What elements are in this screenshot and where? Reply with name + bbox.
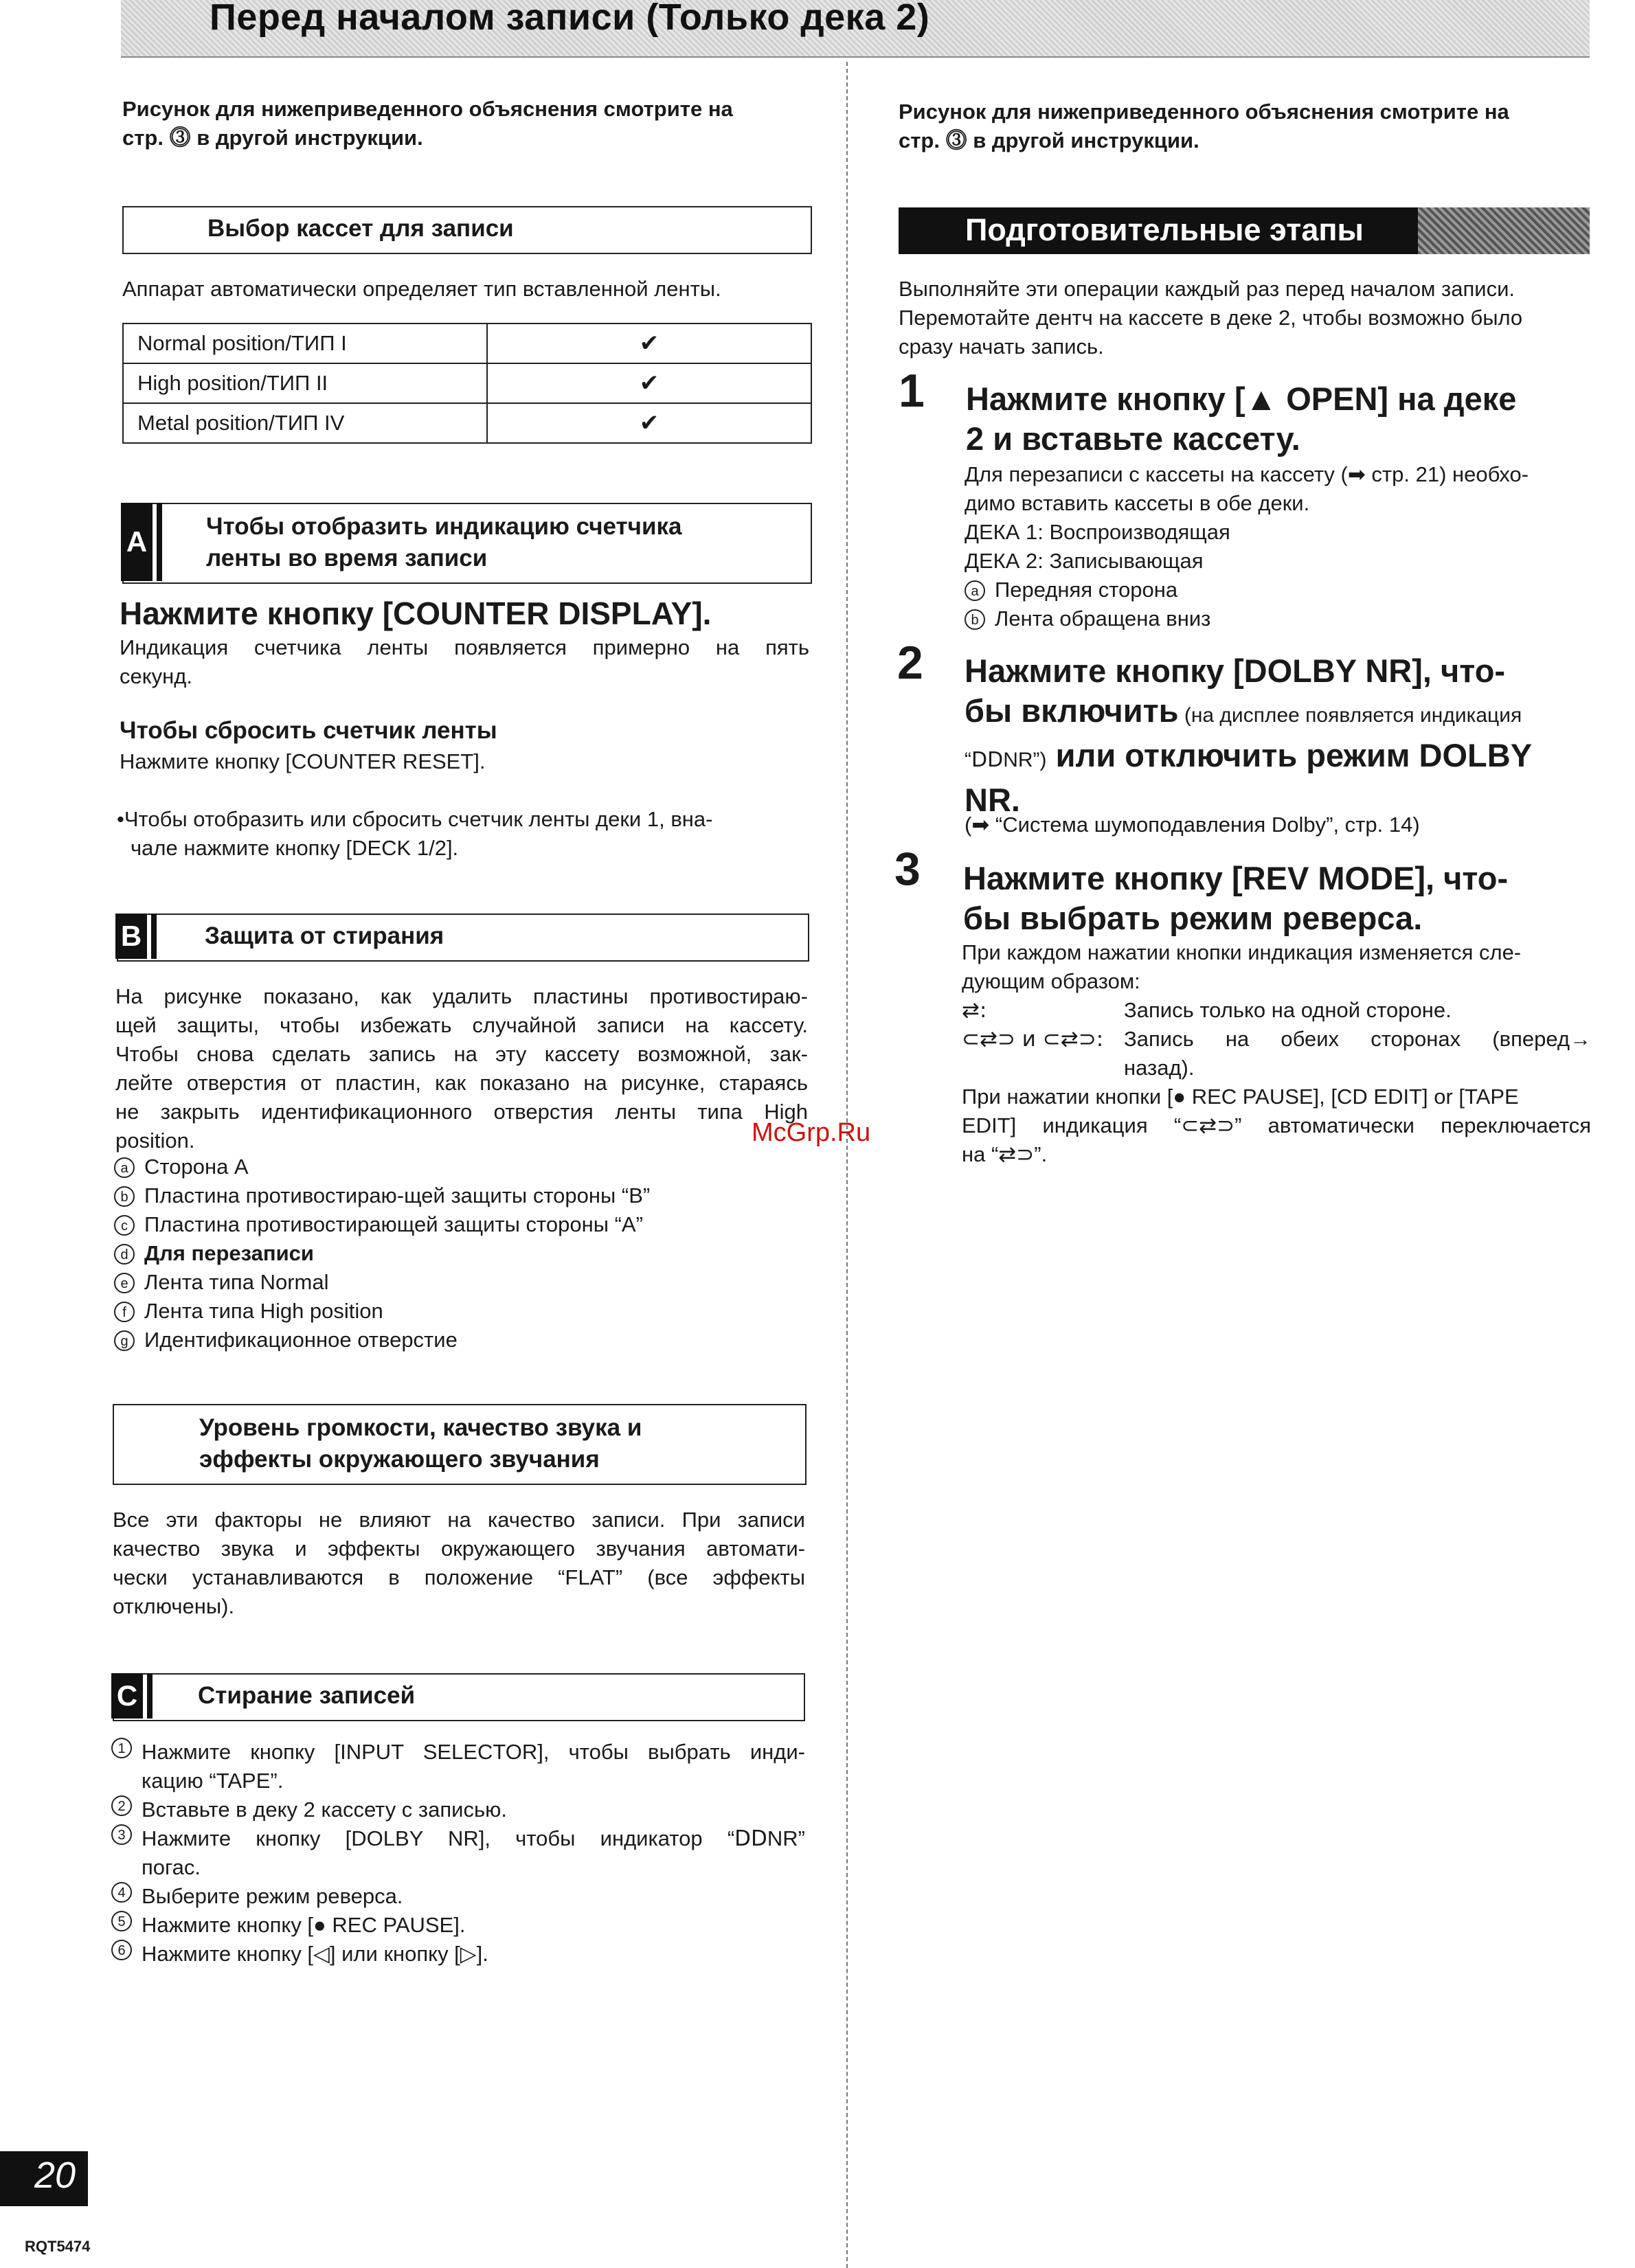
- deck1-note-1: •Чтобы отобразить или сбросить счетчик ленты деки 1, вна-: [117, 807, 713, 831]
- tape-type-cell: High position/ТИП II: [123, 363, 487, 403]
- list-item: ⇄: Запись только на одной стороне.: [962, 996, 1591, 1025]
- prep-title: Подготовительные этапы: [965, 212, 1364, 247]
- para-line: Для перезаписи с кассеты на кассету (➡ стр. 21) необхо-: [965, 462, 1529, 486]
- list-item: 2 Вставьте в деку 2 кассету с записью.: [111, 1795, 805, 1824]
- step-number: 5: [111, 1911, 132, 1931]
- list-item: g Идентификационное отверстие: [114, 1326, 650, 1354]
- step-2-heading: Нажмите кнопку [DOLBY NR], что- бы включить (на дисплее появляется индикация “ⅮⅮNR”) или отключить режим DOLBY NR.: [965, 653, 1533, 818]
- para-line: димо вставить кассеты в обе деки.: [965, 491, 1310, 515]
- volume-paragraph: [113, 1506, 805, 1621]
- marker-b: b: [114, 1186, 135, 1207]
- section-a-desc-1: Индикация счетчика ленты появляется примерно на пять: [120, 635, 809, 659]
- step-number: 2: [111, 1795, 132, 1816]
- section-b-paragraph: [115, 982, 808, 1155]
- both-sides-icon: ⊂⇄⊃ и ⊂⇄⊃:: [962, 1027, 1104, 1052]
- volume-section-header: [113, 1404, 807, 1485]
- marker-f: f: [114, 1302, 135, 1322]
- para-line: Перемотайте дентч на кассете в деке 2, чтобы возможно было: [899, 306, 1523, 330]
- para-line: На рисунке показано, как удалить пластины противостираю-: [115, 984, 808, 1008]
- section-a-header: [122, 503, 812, 584]
- step-1-heading: Нажмите кнопку [▲ OPEN] на деке 2 и вставьте кассету.: [966, 381, 1517, 457]
- section-b-items: [114, 1153, 650, 1354]
- prep-title-bar-texture: [1418, 207, 1590, 254]
- right-ref-note-1: Рисунок для нижеприведенного объяснения смотрите на: [899, 100, 1509, 124]
- para-line: Чтобы снова сделать запись на эту кассету возможной, зак-: [115, 1042, 808, 1066]
- cassette-section-title: Выбор кассет для записи: [207, 215, 514, 242]
- step-number: 4: [111, 1882, 132, 1903]
- para-line: Выполняйте эти операции каждый раз перед началом записи.: [899, 277, 1515, 301]
- marker-a: a: [965, 580, 985, 601]
- marker-b: b: [965, 609, 985, 630]
- step-3-heading: Нажмите кнопку [REV MODE], что- бы выбрать режим реверса.: [963, 860, 1509, 936]
- cassette-section-header: [122, 206, 812, 254]
- list-item: 6 Нажмите кнопку [◁] или кнопку [▷].: [111, 1940, 805, 1969]
- check-icon: ✔: [487, 403, 811, 443]
- page-number: 20: [34, 2155, 76, 2196]
- marker-c: c: [114, 1215, 135, 1236]
- section-letter-c: C: [111, 1673, 143, 1719]
- list-item: 5 Нажмите кнопку [● REC PAUSE].: [111, 1911, 805, 1940]
- list-item: f Лента типа High position: [114, 1297, 650, 1326]
- table-row: [123, 403, 811, 443]
- marker-d: d: [114, 1244, 135, 1265]
- list-item: 4 Выберите режим реверса.: [111, 1882, 805, 1911]
- section-a-title-2: ленты во время записи: [206, 545, 488, 571]
- step-number: 3: [111, 1824, 132, 1845]
- para-line: дующим образом:: [962, 969, 1140, 993]
- list-item: 1 Нажмите кнопку [INPUT SELECTOR], чтобы выбрать инди- кацию “TAPE”.: [111, 1738, 805, 1795]
- reset-text: Нажмите кнопку [COUNTER RESET].: [120, 749, 486, 773]
- para-line: щей защиты, чтобы избежать случайной записи на кассету.: [115, 1013, 808, 1037]
- list-item: d Для перезаписи: [114, 1239, 650, 1268]
- step-2-note: (➡ “Система шумоподавления Dolby”, стр. 14): [965, 813, 1420, 837]
- para-line: не закрыть идентификационного отверстия ленты типа High: [115, 1100, 808, 1124]
- volume-title-2: эффекты окружающего звучания: [199, 1446, 600, 1473]
- step-3-number: 3: [894, 843, 921, 895]
- erase-steps: [111, 1738, 805, 1969]
- page-title: Перед началом записи (Только дека 2): [210, 0, 930, 38]
- list-item: назад).: [1124, 1056, 1195, 1080]
- marker-g: g: [114, 1330, 135, 1351]
- counter-display-action: Нажмите кнопку [COUNTER DISPLAY].: [120, 596, 712, 631]
- tape-type-cell: Normal position/ТИП I: [123, 324, 487, 363]
- para-line: лейте отверстия от пластин, как показано на рисунке, стараясь: [115, 1071, 808, 1095]
- para-line: ДЕКА 2: Записывающая: [965, 549, 1204, 573]
- check-icon: ✔: [487, 363, 811, 403]
- list-item: b Лента обращена вниз: [965, 604, 1529, 633]
- watermark: McGrp.Ru: [752, 1118, 871, 1147]
- para-line: При каждом нажатии кнопки индикация изменяется сле-: [962, 940, 1522, 964]
- list-item: a Передняя сторона: [965, 576, 1529, 604]
- section-b-title: Защита от стирания: [205, 922, 444, 949]
- table-row: [123, 363, 811, 403]
- left-ref-note-2: стр. ⓷ в другой инструкции.: [122, 126, 423, 150]
- left-ref-note-1: Рисунок для нижеприведенного объяснения смотрите на: [122, 97, 733, 121]
- section-letter-b: B: [115, 914, 147, 959]
- section-b-header: [117, 914, 809, 962]
- reset-title: Чтобы сбросить счетчик ленты: [120, 717, 497, 744]
- section-a-desc-2: секунд.: [120, 664, 192, 688]
- tape-type-cell: Metal position/ТИП IV: [123, 403, 487, 443]
- step-2-number: 2: [897, 637, 923, 689]
- list-item: c Пластина противостирающей защиты стороны “A”: [114, 1210, 650, 1239]
- para-line: Все эти факторы не влияют на качество записи. При записи: [113, 1508, 805, 1532]
- list-item: a Сторона A: [114, 1153, 650, 1181]
- section-letter-a: A: [121, 503, 153, 581]
- para-line: на “⇄⊃”.: [962, 1142, 1048, 1166]
- section-a-title-1: Чтобы отобразить индикацию счетчика: [206, 513, 682, 540]
- volume-title-1: Уровень громкости, качество звука и: [199, 1414, 642, 1441]
- list-item: e Лента типа Normal: [114, 1268, 650, 1297]
- list-item: 3 Нажмите кнопку [DOLBY NR], чтобы индикатор “ⅮⅮNR” погас.: [111, 1824, 805, 1882]
- para-line: position.: [115, 1129, 195, 1153]
- step-1-body: [965, 460, 1529, 633]
- table-row: [123, 324, 811, 363]
- step-number: 6: [111, 1940, 132, 1960]
- list-item: ⊂⇄⊃ и ⊂⇄⊃: Запись на обеих сторонах (вперед→: [962, 1025, 1591, 1054]
- step-number: 1: [111, 1738, 132, 1758]
- tape-type-table: [122, 323, 812, 444]
- one-side-icon: ⇄:: [962, 998, 987, 1023]
- document-code: RQT5474: [25, 2238, 91, 2255]
- para-line: отключены).: [113, 1594, 235, 1618]
- step-3-body: [962, 938, 1591, 1169]
- check-icon: ✔: [487, 324, 811, 363]
- section-c-header: [113, 1673, 805, 1721]
- marker-a: a: [114, 1157, 135, 1178]
- cassette-intro: Аппарат автоматически определяет тип вставленной ленты.: [122, 277, 721, 301]
- column-divider: [846, 62, 848, 2268]
- list-item: b Пластина противостираю-щей защиты стороны “B”: [114, 1181, 650, 1210]
- para-line: сразу начать запись.: [899, 334, 1104, 359]
- para-line: ДЕКА 1: Воспроизводящая: [965, 520, 1230, 544]
- para-line: При нажатии кнопки [● REC PAUSE], [CD EDIT] or [TAPE: [962, 1085, 1519, 1109]
- deck1-note-2: чале нажмите кнопку [DECK 1/2].: [131, 836, 459, 860]
- step-1-number: 1: [899, 365, 925, 417]
- para-line: качество звука и эффекты окружающего звучания автомати-: [113, 1536, 805, 1561]
- para-line: EDIT] индикация “⊂⇄⊃” автоматически переключается: [962, 1113, 1591, 1137]
- right-ref-note-2: стр. ⓷ в другой инструкции.: [899, 128, 1199, 152]
- para-line: чески устанавливаются в положение “FLAT” (все эффекты: [113, 1565, 805, 1589]
- marker-e: e: [114, 1273, 135, 1293]
- prep-intro: [899, 275, 1522, 361]
- section-c-title: Стирание записей: [198, 1682, 416, 1709]
